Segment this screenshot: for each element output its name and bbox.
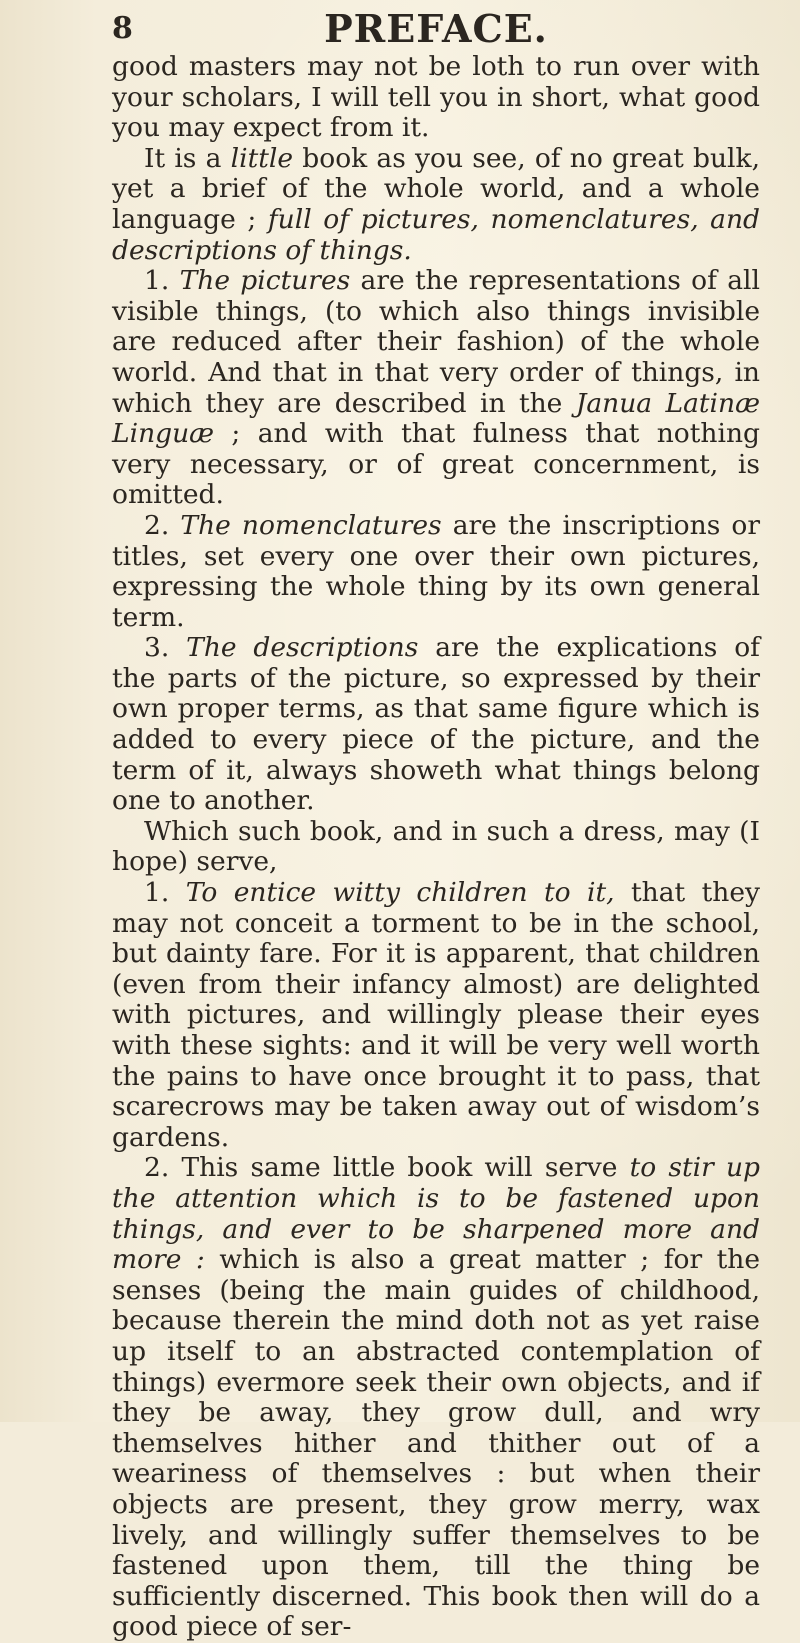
italic-run: little xyxy=(230,142,294,174)
text-run: that they may not conceit a torment to be in the school, but dainty fare. For it is apparent, that children (even from their infancy almost) are delighted with pictures, and willingly please their eyes with these sights: and it will be very well worth the pains to have once brought it to pass, that scarecrows may be taken away out of wisdom’s gardens. xyxy=(112,877,760,1153)
text-run: are the explications of the parts of the picture, so expressed by their own proper terms, as that same figure which is added to every piece of the picture, and the term of it, always showeth what things belong one to another. xyxy=(112,632,760,817)
page-header xyxy=(112,6,760,50)
page-body-text xyxy=(112,52,760,1643)
paragraph-nomenclatures xyxy=(112,511,760,633)
text-run: 1. xyxy=(144,877,186,909)
text-run: It is a xyxy=(144,142,231,174)
text-run: ; and with that fulness that nothing very necessary, or of great concernment, is omitted. xyxy=(112,418,760,511)
text-run: are the representations of all visible things, (to which also things invisible are reduced after their fashion) of the whole world. And that in that very order of things, in which they are described in the xyxy=(112,265,760,419)
paragraph-stir-attention xyxy=(112,1153,760,1643)
italic-run: Janua Latinæ Linguæ xyxy=(112,387,760,450)
paragraph-entice-children xyxy=(112,878,760,1153)
italic-run: To entice witty children to it, xyxy=(185,877,615,909)
italic-run: The pictures xyxy=(179,265,351,297)
italic-run: The descriptions xyxy=(186,632,419,664)
italic-run: to stir up the attention which is to be fastened upon things, and ever to be sharpened more and more : xyxy=(112,1152,761,1276)
paragraph-little-book xyxy=(112,144,760,266)
page-number: 8 xyxy=(112,10,133,46)
text-run: which is also a great matter ; for the senses (being the main guides of childhood, because therein the mind doth not as yet raise up itself to an abstracted contemplation of things) evermore seek their own objects, and if they be away, they grow dull, and wry themselves hither and thither out of a weariness of themselves : but when their objects are present, they grow merry, wax lively, and willingly suffer themselves to be fastened upon them, till the thing be sufficiently discerned. This book then will do a good piece of ser- xyxy=(112,1244,760,1643)
italic-run: full of pictures, nomenclatures, and descriptions of things. xyxy=(112,203,761,266)
text-run: book as you see, of no great bulk, yet a brief of the whole world, and a whole language ; xyxy=(112,142,761,235)
paragraph-pictures xyxy=(112,266,760,511)
text-run: 1. xyxy=(144,265,180,297)
text-run: 2. This same little book will serve xyxy=(144,1152,630,1184)
italic-run: The nomenclatures xyxy=(180,509,442,541)
text-run: 2. xyxy=(144,509,181,541)
text-run: 3. xyxy=(144,632,187,664)
text-run: are the inscriptions or titles, set every one over their own pictures, expressing the whole thing by its own general term. xyxy=(112,509,761,633)
paragraph-descriptions xyxy=(112,633,760,817)
paragraph-which-such-book: Which such book, and in such a dress, may (I hope) serve, xyxy=(112,815,760,878)
running-title: PREFACE. xyxy=(324,5,548,51)
paragraph-continuation: good masters may not be loth to run over with your scholars, I will tell you in short, what good you may expect from it. xyxy=(112,51,760,144)
